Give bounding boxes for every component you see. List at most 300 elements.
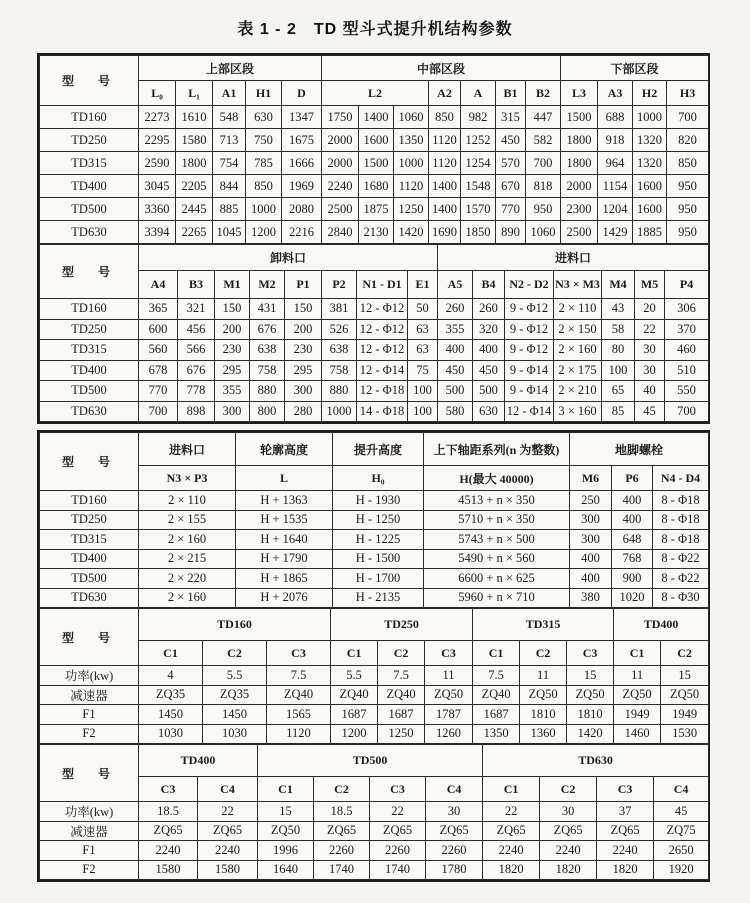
data-cell: 1580 xyxy=(139,860,198,880)
data-cell: ZQ75 xyxy=(654,821,709,841)
header-cell: 型 号 xyxy=(40,56,139,106)
data-cell: 5.5 xyxy=(331,666,378,686)
data-cell: 1120 xyxy=(394,175,429,198)
table-row xyxy=(40,802,709,822)
data-cell: 7.5 xyxy=(267,666,331,686)
data-cell: 500 xyxy=(438,381,473,402)
data-cell: 2 × 110 xyxy=(139,491,236,511)
data-cell: 3 × 160 xyxy=(554,401,602,422)
data-cell: 1875 xyxy=(359,198,394,221)
data-cell: 850 xyxy=(429,106,461,129)
data-cell: 300 xyxy=(285,381,322,402)
data-cell: 1120 xyxy=(429,152,461,175)
header-cell: 下部区段 xyxy=(561,56,709,81)
table-row xyxy=(40,841,709,861)
data-cell: ZQ65 xyxy=(540,821,597,841)
data-cell: 1600 xyxy=(359,129,394,152)
data-cell: 1120 xyxy=(267,724,331,744)
data-cell: 150 xyxy=(285,299,322,320)
data-cell: 1000 xyxy=(322,401,357,422)
data-cell: 1000 xyxy=(394,152,429,175)
data-cell: 9 - Φ14 xyxy=(505,381,554,402)
header-cell: C3 xyxy=(597,777,654,802)
header-cell: C1 xyxy=(473,641,520,666)
table-row xyxy=(40,510,709,530)
header-cell: M1 xyxy=(215,271,250,299)
data-cell: 526 xyxy=(322,319,357,340)
data-cell: 700 xyxy=(526,152,561,175)
data-cell: 1820 xyxy=(540,860,597,880)
header-cell: C1 xyxy=(483,777,540,802)
header-cell: C4 xyxy=(654,777,709,802)
data-cell: 2240 xyxy=(540,841,597,861)
data-cell: 400 xyxy=(438,340,473,361)
data-cell: 12 - Φ12 xyxy=(357,319,408,340)
data-cell: 713 xyxy=(213,129,246,152)
header-cell: P2 xyxy=(322,271,357,299)
header-row xyxy=(40,81,709,106)
data-cell: 785 xyxy=(246,152,282,175)
data-cell: 2 × 210 xyxy=(554,381,602,402)
data-cell: 1800 xyxy=(561,129,598,152)
data-cell: 750 xyxy=(246,129,282,152)
data-cell: 676 xyxy=(250,319,285,340)
row-label-cell: TD400 xyxy=(40,360,139,381)
data-cell: 15 xyxy=(258,802,314,822)
data-cell: 3045 xyxy=(139,175,176,198)
row-label-cell: F1 xyxy=(40,841,139,861)
row-label-cell: TD160 xyxy=(40,299,139,320)
data-cell: 582 xyxy=(526,129,561,152)
data-cell: 9 - Φ14 xyxy=(505,360,554,381)
data-cell: 400 xyxy=(570,549,612,569)
data-cell: 22 xyxy=(483,802,540,822)
data-cell: H + 1865 xyxy=(236,569,333,589)
data-cell: 6600 + n × 625 xyxy=(424,569,570,589)
table-row xyxy=(40,530,709,550)
data-cell: 1360 xyxy=(520,724,567,744)
data-cell: 100 xyxy=(602,360,635,381)
data-cell: 898 xyxy=(178,401,215,422)
header-row xyxy=(40,745,709,777)
header-cell: L xyxy=(236,466,333,491)
data-cell: 2 × 150 xyxy=(554,319,602,340)
data-cell: 15 xyxy=(661,666,709,686)
data-cell: ZQ50 xyxy=(567,685,614,705)
data-cell: 4513 + n × 350 xyxy=(424,491,570,511)
row-label-cell: TD315 xyxy=(40,152,139,175)
data-cell: 1800 xyxy=(176,152,213,175)
header-cell: C2 xyxy=(661,641,709,666)
data-cell: 1030 xyxy=(203,724,267,744)
data-cell: 12 - Φ12 xyxy=(357,299,408,320)
data-cell: 1350 xyxy=(473,724,520,744)
data-cell: 1780 xyxy=(426,860,483,880)
data-cell: 1252 xyxy=(461,129,496,152)
header-row xyxy=(40,641,709,666)
data-cell: 2295 xyxy=(139,129,176,152)
data-cell: 380 xyxy=(570,588,612,608)
data-cell: 1060 xyxy=(526,221,561,244)
data-cell: 676 xyxy=(178,360,215,381)
header-cell: M2 xyxy=(250,271,285,299)
data-cell: 5.5 xyxy=(203,666,267,686)
header-cell: TD315 xyxy=(473,609,614,641)
header-row xyxy=(40,245,709,271)
table-row xyxy=(40,401,709,422)
data-cell: 1690 xyxy=(429,221,461,244)
data-cell: 15 xyxy=(567,666,614,686)
table-row xyxy=(40,860,709,880)
data-cell: ZQ40 xyxy=(378,685,425,705)
data-cell: 1400 xyxy=(429,198,461,221)
page-title: 表 1 - 2 TD 型斗式提升机结构参数 xyxy=(237,21,513,38)
data-cell: 1350 xyxy=(394,129,429,152)
data-cell: ZQ40 xyxy=(331,685,378,705)
data-cell: 2205 xyxy=(176,175,213,198)
header-cell: C2 xyxy=(520,641,567,666)
header-cell: B2 xyxy=(526,81,561,106)
data-cell: 300 xyxy=(570,530,612,550)
data-cell: 890 xyxy=(496,221,526,244)
data-cell: 648 xyxy=(612,530,653,550)
data-cell: 2260 xyxy=(314,841,370,861)
data-cell: 1920 xyxy=(654,860,709,880)
header-cell: N3 × P3 xyxy=(139,466,236,491)
table-row xyxy=(40,221,709,244)
header-cell: C2 xyxy=(540,777,597,802)
header-row xyxy=(40,271,709,299)
data-cell: 964 xyxy=(598,152,633,175)
data-cell: 260 xyxy=(438,299,473,320)
data-cell: 1820 xyxy=(483,860,540,880)
header-cell: H₀ xyxy=(333,466,424,491)
data-cell: 918 xyxy=(598,129,633,152)
data-cell: 14 - Φ18 xyxy=(357,401,408,422)
table-row xyxy=(40,152,709,175)
data-cell: 450 xyxy=(496,129,526,152)
data-cell: 950 xyxy=(667,221,709,244)
data-cell: 11 xyxy=(520,666,567,686)
data-cell: 400 xyxy=(612,510,653,530)
data-cell: 30 xyxy=(635,340,665,361)
header-cell: TD630 xyxy=(483,745,709,777)
data-cell: 770 xyxy=(496,198,526,221)
data-cell: 300 xyxy=(215,401,250,422)
data-cell: 365 xyxy=(139,299,178,320)
data-cell: H + 1790 xyxy=(236,549,333,569)
data-cell: 22 xyxy=(198,802,258,822)
row-label-cell: TD250 xyxy=(40,510,139,530)
data-cell: 844 xyxy=(213,175,246,198)
data-cell: ZQ40 xyxy=(267,685,331,705)
data-cell: 5960 + n × 710 xyxy=(424,588,570,608)
data-cell: 1000 xyxy=(246,198,282,221)
data-cell: 1347 xyxy=(282,106,322,129)
header-cell: TD400 xyxy=(139,745,258,777)
table-row xyxy=(40,588,709,608)
header-cell: N3 × M3 xyxy=(554,271,602,299)
table-row xyxy=(40,724,709,744)
data-cell: 1610 xyxy=(176,106,213,129)
data-cell: 700 xyxy=(665,401,709,422)
data-cell: H + 1363 xyxy=(236,491,333,511)
data-cell: 321 xyxy=(178,299,215,320)
data-cell: 1820 xyxy=(597,860,654,880)
header-cell: L₀ xyxy=(139,81,176,106)
data-cell: 295 xyxy=(215,360,250,381)
data-cell: 63 xyxy=(408,340,438,361)
header-cell: 地脚螺栓 xyxy=(570,433,709,466)
data-cell: 1320 xyxy=(633,129,667,152)
data-cell: 1580 xyxy=(198,860,258,880)
data-cell: 2445 xyxy=(176,198,213,221)
row-label-cell: TD500 xyxy=(40,381,139,402)
table-row xyxy=(40,340,709,361)
data-cell: 1600 xyxy=(633,175,667,198)
header-cell: C3 xyxy=(139,777,198,802)
data-cell: 400 xyxy=(570,569,612,589)
header-cell: M6 xyxy=(570,466,612,491)
data-cell: 2 × 160 xyxy=(139,588,236,608)
data-cell: 2240 xyxy=(198,841,258,861)
data-cell: 5710 + n × 350 xyxy=(424,510,570,530)
data-cell: 75 xyxy=(408,360,438,381)
header-cell: C3 xyxy=(370,777,426,802)
data-cell: 1200 xyxy=(331,724,378,744)
header-cell: N4 - D4 xyxy=(653,466,709,491)
table-block-upper xyxy=(37,53,710,424)
data-cell: 1640 xyxy=(258,860,314,880)
row-label-cell: TD400 xyxy=(40,549,139,569)
data-cell: ZQ65 xyxy=(370,821,426,841)
header-cell: 型 号 xyxy=(40,609,139,666)
data-cell: 8 - Φ22 xyxy=(653,549,709,569)
data-cell: 2216 xyxy=(282,221,322,244)
data-cell: 1400 xyxy=(359,106,394,129)
data-cell: H + 1640 xyxy=(236,530,333,550)
data-cell: 2260 xyxy=(370,841,426,861)
discharge-feed-ports-table xyxy=(39,244,709,422)
table-row xyxy=(40,198,709,221)
data-cell: 8 - Φ18 xyxy=(653,510,709,530)
data-cell: 1420 xyxy=(567,724,614,744)
data-cell: 30 xyxy=(540,802,597,822)
table-block-lower xyxy=(37,430,710,882)
row-label-cell: 功率(kw) xyxy=(40,802,139,822)
row-label-cell: TD500 xyxy=(40,198,139,221)
header-row xyxy=(40,433,709,466)
header-cell: A3 xyxy=(598,81,633,106)
data-cell: 12 - Φ18 xyxy=(357,381,408,402)
data-cell: H - 1930 xyxy=(333,491,424,511)
data-cell: 200 xyxy=(285,319,322,340)
row-label-cell: TD400 xyxy=(40,175,139,198)
heights-axle-distance-anchor-bolts-table xyxy=(39,432,709,608)
row-label-cell: TD160 xyxy=(40,491,139,511)
row-label-cell: TD160 xyxy=(40,106,139,129)
row-label-cell: TD315 xyxy=(40,340,139,361)
header-cell: 轮廓高度 xyxy=(236,433,333,466)
data-cell: 43 xyxy=(602,299,635,320)
data-cell: 1850 xyxy=(461,221,496,244)
data-cell: 460 xyxy=(665,340,709,361)
data-cell: 355 xyxy=(215,381,250,402)
data-cell: 2650 xyxy=(654,841,709,861)
data-cell: ZQ40 xyxy=(473,685,520,705)
data-cell: 1740 xyxy=(314,860,370,880)
table-row xyxy=(40,381,709,402)
power-reducer-table-td400-td630 xyxy=(39,744,709,880)
data-cell: 1580 xyxy=(176,129,213,152)
data-cell: 8 - Φ30 xyxy=(653,588,709,608)
data-cell: 450 xyxy=(473,360,505,381)
header-row xyxy=(40,777,709,802)
data-cell: ZQ65 xyxy=(314,821,370,841)
data-cell: 850 xyxy=(246,175,282,198)
header-cell: M4 xyxy=(602,271,635,299)
data-cell: 630 xyxy=(473,401,505,422)
table-row xyxy=(40,129,709,152)
data-cell: 63 xyxy=(408,319,438,340)
data-cell: ZQ65 xyxy=(597,821,654,841)
data-cell: H - 1500 xyxy=(333,549,424,569)
data-cell: 3360 xyxy=(139,198,176,221)
data-cell: 950 xyxy=(526,198,561,221)
data-cell: 2500 xyxy=(561,221,598,244)
header-cell: 型 号 xyxy=(40,245,139,299)
table-row xyxy=(40,821,709,841)
data-cell: 1320 xyxy=(633,152,667,175)
data-cell: ZQ65 xyxy=(426,821,483,841)
data-cell: 30 xyxy=(635,360,665,381)
data-cell: ZQ65 xyxy=(139,821,198,841)
table-row xyxy=(40,106,709,129)
header-cell: TD160 xyxy=(139,609,331,641)
data-cell: 5743 + n × 500 xyxy=(424,530,570,550)
data-cell: 431 xyxy=(250,299,285,320)
data-cell: 100 xyxy=(408,381,438,402)
data-cell: 2240 xyxy=(139,841,198,861)
data-cell: 2 × 160 xyxy=(139,530,236,550)
header-cell: B3 xyxy=(178,271,215,299)
data-cell: 400 xyxy=(473,340,505,361)
header-cell: B1 xyxy=(496,81,526,106)
data-cell: 40 xyxy=(635,381,665,402)
row-label-cell: TD250 xyxy=(40,129,139,152)
data-cell: 670 xyxy=(496,175,526,198)
data-cell: 30 xyxy=(426,802,483,822)
data-cell: 1000 xyxy=(633,106,667,129)
data-cell: 1200 xyxy=(246,221,282,244)
data-cell: 770 xyxy=(139,381,178,402)
data-cell: 100 xyxy=(408,401,438,422)
data-cell: 3394 xyxy=(139,221,176,244)
data-cell: 982 xyxy=(461,106,496,129)
data-cell: 200 xyxy=(215,319,250,340)
header-cell: C4 xyxy=(198,777,258,802)
header-cell: H2 xyxy=(633,81,667,106)
data-cell: 1260 xyxy=(425,724,473,744)
data-cell: H + 2076 xyxy=(236,588,333,608)
data-cell: 2590 xyxy=(139,152,176,175)
data-cell: 45 xyxy=(654,802,709,822)
data-cell: 1060 xyxy=(394,106,429,129)
data-cell: 1949 xyxy=(614,705,661,725)
header-cell: C3 xyxy=(567,641,614,666)
data-cell: 950 xyxy=(667,198,709,221)
row-label-cell: TD500 xyxy=(40,569,139,589)
data-cell: 50 xyxy=(408,299,438,320)
data-cell: H - 1250 xyxy=(333,510,424,530)
header-cell: 卸料口 xyxy=(139,245,438,271)
data-cell: 18.5 xyxy=(139,802,198,822)
data-cell: 1996 xyxy=(258,841,314,861)
data-cell: 500 xyxy=(473,381,505,402)
header-cell: L2 xyxy=(322,81,429,106)
data-cell: 510 xyxy=(665,360,709,381)
header-cell: M5 xyxy=(635,271,665,299)
data-cell: 150 xyxy=(215,299,250,320)
data-cell: 1810 xyxy=(520,705,567,725)
header-cell: P1 xyxy=(285,271,322,299)
data-cell: 1254 xyxy=(461,152,496,175)
row-label-cell: F1 xyxy=(40,705,139,725)
header-cell: A1 xyxy=(213,81,246,106)
data-cell: 638 xyxy=(250,340,285,361)
sections-dimensions-table xyxy=(39,55,709,244)
data-cell: 2000 xyxy=(322,152,359,175)
row-label-cell: F2 xyxy=(40,860,139,880)
data-cell: 1548 xyxy=(461,175,496,198)
data-cell: 12 - Φ12 xyxy=(357,340,408,361)
data-cell: 11 xyxy=(425,666,473,686)
data-cell: 260 xyxy=(473,299,505,320)
table-row xyxy=(40,705,709,725)
header-cell: H(最大 40000) xyxy=(424,466,570,491)
table-row xyxy=(40,666,709,686)
data-cell: 5490 + n × 560 xyxy=(424,549,570,569)
header-row xyxy=(40,466,709,491)
data-cell: 381 xyxy=(322,299,357,320)
row-label-cell: TD250 xyxy=(40,319,139,340)
header-cell: N2 - D2 xyxy=(505,271,554,299)
data-cell: ZQ35 xyxy=(139,685,203,705)
table-row xyxy=(40,319,709,340)
header-cell: 型 号 xyxy=(40,745,139,802)
data-cell: 2000 xyxy=(322,129,359,152)
data-cell: 1204 xyxy=(598,198,633,221)
data-cell: 9 - Φ12 xyxy=(505,319,554,340)
data-cell: 315 xyxy=(496,106,526,129)
row-label-cell: TD630 xyxy=(40,401,139,422)
header-cell: TD400 xyxy=(614,609,709,641)
data-cell: 306 xyxy=(665,299,709,320)
data-cell: ZQ65 xyxy=(483,821,540,841)
data-cell: 2 × 155 xyxy=(139,510,236,530)
data-cell: 885 xyxy=(213,198,246,221)
header-cell: A5 xyxy=(438,271,473,299)
data-cell: 880 xyxy=(322,381,357,402)
data-cell: 295 xyxy=(285,360,322,381)
data-cell: 678 xyxy=(139,360,178,381)
data-cell: 80 xyxy=(602,340,635,361)
header-cell: P6 xyxy=(612,466,653,491)
data-cell: 1969 xyxy=(282,175,322,198)
table-row xyxy=(40,569,709,589)
data-cell: 850 xyxy=(667,152,709,175)
data-cell: 1687 xyxy=(378,705,425,725)
